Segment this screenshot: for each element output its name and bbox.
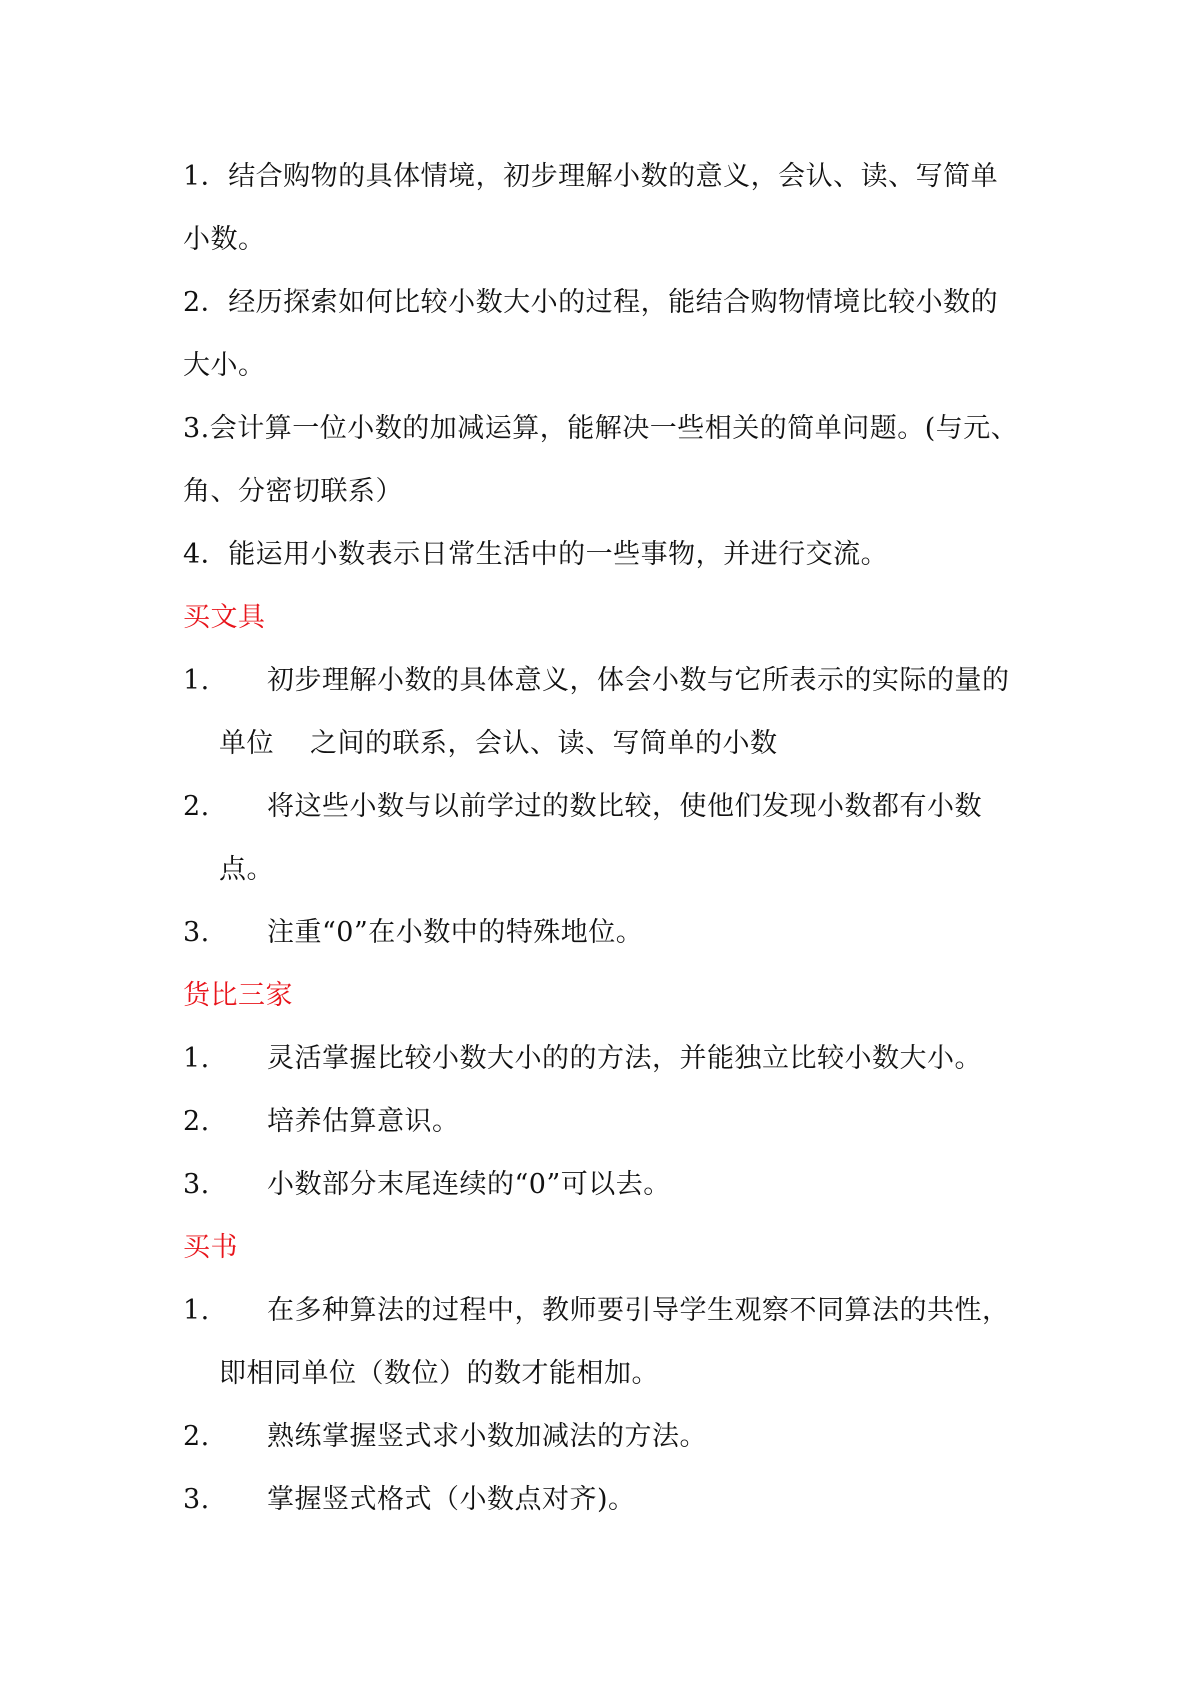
list-item-continuation: 即相同单位（数位）的数才能相加。 (219, 1358, 659, 1389)
list-item-continuation: 点。 (219, 854, 274, 885)
list-item-text: 掌握竖式格式（小数点对齐)。 (267, 1484, 636, 1515)
list-item-text-part: 单位 (219, 728, 274, 759)
list-item-text: 在多种算法的过程中，教师要引导学生观察不同算法的共性， (267, 1295, 1010, 1326)
objective-2-line1 (183, 271, 1033, 334)
document-page (183, 145, 1033, 1531)
objective-2-number: 2． (183, 287, 229, 318)
objective-2-line2: 大小。 (183, 350, 266, 381)
list-item (183, 1027, 1033, 1090)
list-item-text: 注重“0”在小数中的特殊地位。 (267, 917, 644, 948)
list-item-text: 小数部分末尾连续的“0”可以去。 (267, 1169, 671, 1200)
list-item-number: 1. (183, 665, 210, 696)
list-item-text-part: 之间的联系，会认、读、写简单的小数 (310, 728, 778, 759)
objective-3-line1: 3.会计算一位小数的加减运算，能解决一些相关的简单问题。(与元、 (183, 413, 1019, 444)
objective-1-line2: 小数。 (183, 224, 266, 255)
list-item (183, 1153, 1033, 1216)
list-item-text: 灵活掌握比较小数大小的的方法，并能独立比较小数大小。 (267, 1043, 982, 1074)
objective-2-text: 经历探索如何比较小数大小的过程，能结合购物情境比较小数的 (228, 287, 999, 318)
objective-1-line1 (183, 145, 1033, 208)
list-item (183, 901, 1033, 964)
section-heading-compare-shops: 货比三家 (183, 980, 293, 1011)
section-heading-buy-stationery: 买文具 (183, 602, 266, 633)
list-item-text: 将这些小数与以前学过的数比较，使他们发现小数都有小数 (267, 791, 982, 822)
list-item (183, 1405, 1033, 1468)
objective-3-line2: 角、分密切联系） (183, 476, 403, 507)
list-item-number: 1. (183, 1295, 210, 1326)
list-item (183, 649, 1033, 712)
objective-1-text: 结合购物的具体情境，初步理解小数的意义，会认、读、写简单 (228, 161, 999, 192)
list-item (183, 1468, 1033, 1531)
list-item-number: 3. (183, 1169, 210, 1200)
list-item-text: 培养估算意识。 (267, 1106, 460, 1137)
list-item-number: 3. (183, 1484, 210, 1515)
list-item-text: 熟练掌握竖式求小数加减法的方法。 (267, 1421, 707, 1452)
list-item-number: 3. (183, 917, 210, 948)
list-item (183, 1090, 1033, 1153)
section-heading-buy-books: 买书 (183, 1232, 238, 1263)
list-item-number: 2. (183, 1421, 210, 1452)
list-item-number: 2. (183, 791, 210, 822)
objective-4-line1 (183, 523, 1033, 586)
list-item-text: 初步理解小数的具体意义，体会小数与它所表示的实际的量的 (267, 665, 1010, 696)
list-item (183, 1279, 1033, 1342)
objective-4-text: 能运用小数表示日常生活中的一些事物，并进行交流。 (228, 539, 889, 570)
objective-4-number: 4． (183, 539, 229, 570)
list-item (183, 775, 1033, 838)
list-item-continuation (183, 712, 1033, 775)
list-item-number: 1. (183, 1043, 210, 1074)
list-item-number: 2. (183, 1106, 210, 1137)
objective-1-number: 1． (183, 161, 229, 192)
